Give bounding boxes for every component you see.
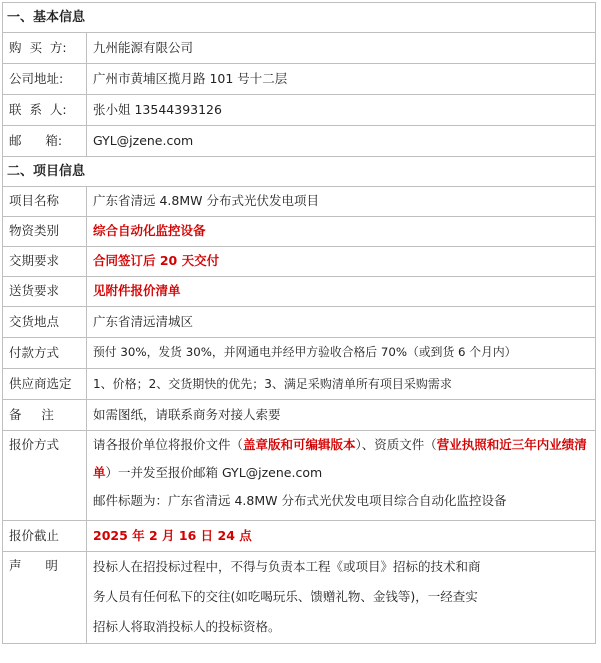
- quote-highlight-2: 营业执照和近三年内业绩清单: [93, 437, 587, 480]
- buyer-label: 购 买 方:: [3, 33, 87, 64]
- quote-text-1: 请各报价单位将报价文件（: [93, 437, 244, 452]
- remarks-label: 备 注: [3, 400, 87, 431]
- address-label: 公司地址:: [3, 64, 87, 95]
- email-label: 邮 箱:: [3, 126, 87, 157]
- payment-label: 付款方式: [3, 338, 87, 369]
- quote-method-label: 报价方式: [3, 431, 87, 521]
- buyer-row: [3, 33, 596, 64]
- material-type-row: [3, 217, 596, 247]
- quote-text-3: ）一并发至报价邮箱 GYL@jzene.com: [105, 465, 323, 480]
- shipping-value: 见附件报价清单: [87, 277, 596, 307]
- remarks-row: [3, 400, 596, 431]
- project-name-row: [3, 187, 596, 217]
- info-sheet: [2, 2, 596, 658]
- quote-method-value: [87, 431, 596, 521]
- contact-label: 联 系 人:: [3, 95, 87, 126]
- deadline-value: 2025 年 2 月 16 日 24 点: [87, 521, 596, 552]
- email-row: [3, 126, 596, 157]
- delivery-term-label: 交期要求: [3, 247, 87, 277]
- remarks-value: 如需图纸，请联系商务对接人索要: [87, 400, 596, 431]
- contact-row: [3, 95, 596, 126]
- delivery-place-label: 交货地点: [3, 307, 87, 338]
- statement-line-1: 投标人在招投标过程中，不得与负责本工程《或项目》招标的技术和商: [93, 559, 481, 574]
- shipping-row: [3, 277, 596, 307]
- statement-value: [87, 552, 596, 644]
- supplier-row: [3, 369, 596, 400]
- project-name-value: 广东省清远 4.8MW 分布式光伏发电项目: [87, 187, 596, 217]
- statement-label: 声 明: [3, 552, 87, 644]
- delivery-term-value: 合同签订后 20 天交付: [87, 247, 596, 277]
- address-value: 广州市黄埔区揽月路 101 号十二层: [87, 64, 596, 95]
- deadline-row: [3, 521, 596, 552]
- contact-value: 张小姐 13544393126: [87, 95, 596, 126]
- deadline-label: 报价截止: [3, 521, 87, 552]
- buyer-value: 九州能源有限公司: [87, 33, 596, 64]
- delivery-place-row: [3, 307, 596, 338]
- info-table: [2, 2, 596, 644]
- payment-row: [3, 338, 596, 369]
- shipping-label: 送货要求: [3, 277, 87, 307]
- statement-line-3: 招标人将取消投标人的投标资格。: [93, 619, 281, 634]
- mail-subject: 邮件标题为：广东省清远 4.8MW 分布式光伏发电项目综合自动化监控设备: [93, 493, 507, 508]
- delivery-term-row: [3, 247, 596, 277]
- section-title: 一、基本信息: [3, 3, 596, 33]
- material-type-value: 综合自动化监控设备: [87, 217, 596, 247]
- material-type-label: 物资类别: [3, 217, 87, 247]
- supplier-value: 1、价格；2、交货期快的优先；3、满足采购清单所有项目采购需求: [87, 369, 596, 400]
- statement-line-2: 务人员有任何私下的交往(如吃喝玩乐、馈赠礼物、金钱等)，一经查实: [93, 589, 478, 604]
- address-row: [3, 64, 596, 95]
- delivery-place-value: 广东省清远清城区: [87, 307, 596, 338]
- section-title: 二、项目信息: [3, 157, 596, 187]
- section-basic-header: [3, 3, 596, 33]
- project-name-label: 项目名称: [3, 187, 87, 217]
- section-project-header: [3, 157, 596, 187]
- payment-value: 预付 30%，发货 30%，并网通电并经甲方验收合格后 70%（或到货 6 个月内）: [87, 338, 596, 369]
- email-value[interactable]: GYL@jzene.com: [87, 126, 596, 157]
- quote-method-row: [3, 431, 596, 521]
- statement-row: [3, 552, 596, 644]
- quote-text-2: ）、资质文件（: [355, 437, 437, 452]
- supplier-label: 供应商选定: [3, 369, 87, 400]
- quote-highlight-1: 盖章版和可编辑版本: [243, 437, 356, 452]
